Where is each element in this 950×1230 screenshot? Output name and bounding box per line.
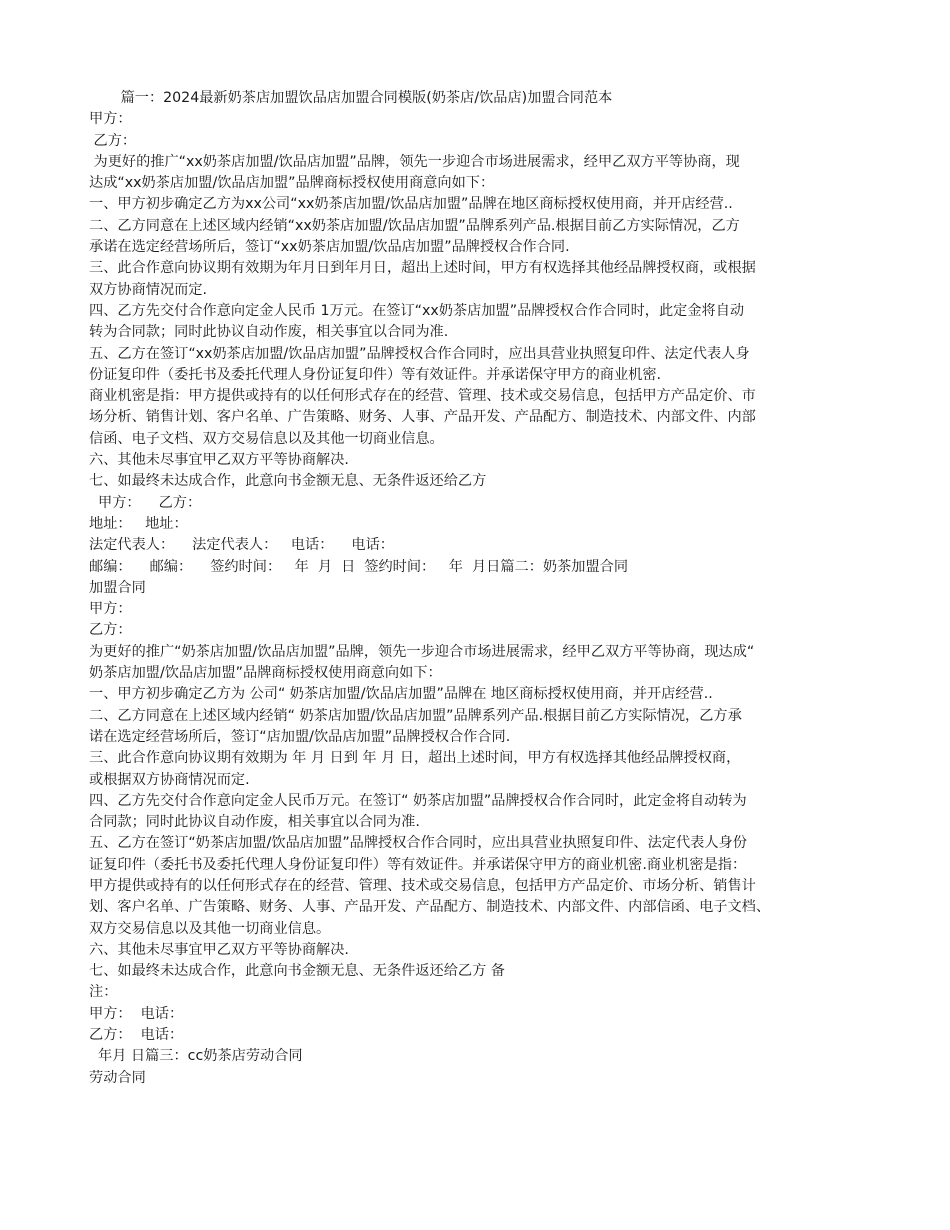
text-line: 转为合同款；同时此协议自动作废，相关事宜以合同为准. xyxy=(89,324,449,341)
text-line: 甲方提供或持有的以任何形式存在的经营、管理、技术或交易信息，包括甲方产品定价、市场分析、销售计 xyxy=(89,877,756,894)
text-line: 法定代表人： 法定代表人： 电话： 电话： xyxy=(89,537,394,554)
text-line: 邮编： 邮编： 签约时间： 年 月 日 签约时间： 年 月日篇二：奶茶加盟合同 xyxy=(89,558,629,575)
document-body xyxy=(89,88,864,1089)
text-line: 合同款；同时此协议自动作废，相关事宜以合同为准. xyxy=(89,814,420,831)
text-line: 注： xyxy=(89,984,118,1001)
text-line: 双方协商情况而定. xyxy=(89,281,208,298)
text-line: 商业机密是指：甲方提供或持有的以任何形式存在的经营、管理、技术或交易信息，包括甲方产品定价、市 xyxy=(89,388,756,405)
text-line: 诺在选定经营场所后，签订“店加盟/饮品店加盟”品牌授权合作合同. xyxy=(89,728,511,745)
text-line: 承诺在选定经营场所后，签订“xx奶茶店加盟/饮品店加盟”品牌授权合作合同. xyxy=(89,239,570,256)
text-line: 一、甲方初步确定乙方为 公司“ 奶茶店加盟/饮品店加盟”品牌在 地区商标授权使用商，并开店经营.. xyxy=(89,686,713,703)
text-line: 为更好的推广“xx奶茶店加盟/饮品店加盟”品牌，领先一步迎合市场进展需求，经甲乙双方平等协商，现 xyxy=(89,153,740,170)
text-line: 七、如最终未达成合作，此意向书金额无息、无条件返还给乙方 xyxy=(89,473,487,490)
text-line: 四、乙方先交付合作意向定金人民币万元。在签订“ 奶茶店加盟”品牌授权合作合同时，此定金将自动转为 xyxy=(89,792,747,809)
text-line: 四、乙方先交付合作意向定金人民币 1万元。在签订“xx奶茶店加盟”品牌授权合作合同时，此定金将自动 xyxy=(89,302,745,319)
section-heading: 加盟合同 xyxy=(89,579,146,596)
text-line: 证复印件（委托书及委托代理人身份证复印件）等有效证件。并承诺保守甲方的商业机密.商业机密是指： xyxy=(89,856,747,873)
text-line: 七、如最终未达成合作，此意向书金额无息、无条件返还给乙方 备 xyxy=(89,963,505,980)
text-line: 乙方： 电话： xyxy=(89,1027,184,1044)
text-line: 甲方： xyxy=(89,111,132,128)
text-line: 场分析、销售计划、客户名单、广告策略、财务、人事、产品开发、产品配方、制造技术、内部文件、内部 xyxy=(89,409,756,426)
text-line: 二、乙方同意在上述区域内经销“ 奶茶店加盟/饮品店加盟”品牌系列产品.根据目前乙方实际情况，乙方承 xyxy=(89,707,742,724)
text-line: 三、此合作意向协议期有效期为年月日到年月日，超出上述时间，甲方有权选择其他经品牌授权商，或根据 xyxy=(89,260,756,277)
text-line: 甲方： xyxy=(89,601,132,618)
text-line: 达成“xx奶茶店加盟/饮品店加盟”品牌商标授权使用商意向如下： xyxy=(89,175,495,192)
text-line: 甲方： 乙方： xyxy=(89,494,202,511)
text-line: 信函、电子文档、双方交易信息以及其他一切商业信息。 xyxy=(89,430,444,447)
document-title: 篇一：2024最新奶茶店加盟饮品店加盟合同模版(奶茶店/饮品店)加盟合同范本 xyxy=(89,90,613,106)
text-line: 二、乙方同意在上述区域内经销“xx奶茶店加盟/饮品店加盟”品牌系列产品.根据目前乙方实际情况，乙方 xyxy=(89,217,740,234)
text-line: 六、其他未尽事宜甲乙双方平等协商解决. xyxy=(89,941,349,958)
text-line: 年月 日篇三：cc奶茶店劳动合同 xyxy=(89,1048,303,1065)
text-line: 乙方： xyxy=(89,622,132,639)
text-line: 划、客户名单、广告策略、财务、人事、产品开发、产品配方、制造技术、内部文件、内部信函、电子文档、 xyxy=(89,899,771,916)
text-line: 份证复印件（委托书及委托代理人身份证复印件）等有效证件。并承诺保守甲方的商业机密. xyxy=(89,366,662,383)
text-line: 一、甲方初步确定乙方为xx公司“xx奶茶店加盟/饮品店加盟”品牌在地区商标授权使用商，并开店经营.. xyxy=(89,196,733,213)
section-heading: 劳动合同 xyxy=(89,1069,146,1086)
text-line: 三、此合作意向协议期有效期为 年 月 日到 年 月 日，超出上述时间，甲方有权选择其他经品牌授权商， xyxy=(89,750,741,767)
text-line: 五、乙方在签订“xx奶茶店加盟/饮品店加盟”品牌授权合作合同时，应出具营业执照复印件、法定代表人身 xyxy=(89,345,750,362)
text-line: 双方交易信息以及其他一切商业信息。 xyxy=(89,920,331,937)
text-line: 或根据双方协商情况而定. xyxy=(89,771,250,788)
text-line: 乙方： xyxy=(89,132,137,149)
text-line: 甲方： 电话： xyxy=(89,1005,184,1022)
text-line: 地址： 地址： xyxy=(89,515,188,532)
text-line: 六、其他未尽事宜甲乙双方平等协商解决. xyxy=(89,452,349,469)
text-line: 奶茶店加盟/饮品店加盟”品牌商标授权使用商意向如下： xyxy=(89,665,442,682)
text-line: 为更好的推广“奶茶店加盟/饮品店加盟”品牌，领先一步迎合市场进展需求，经甲乙双方平等协商，现达成“ xyxy=(89,643,755,660)
text-line: 五、乙方在签订“奶茶店加盟/饮品店加盟”品牌授权合作合同时，应出具营业执照复印件、法定代表人身份 xyxy=(89,835,747,852)
